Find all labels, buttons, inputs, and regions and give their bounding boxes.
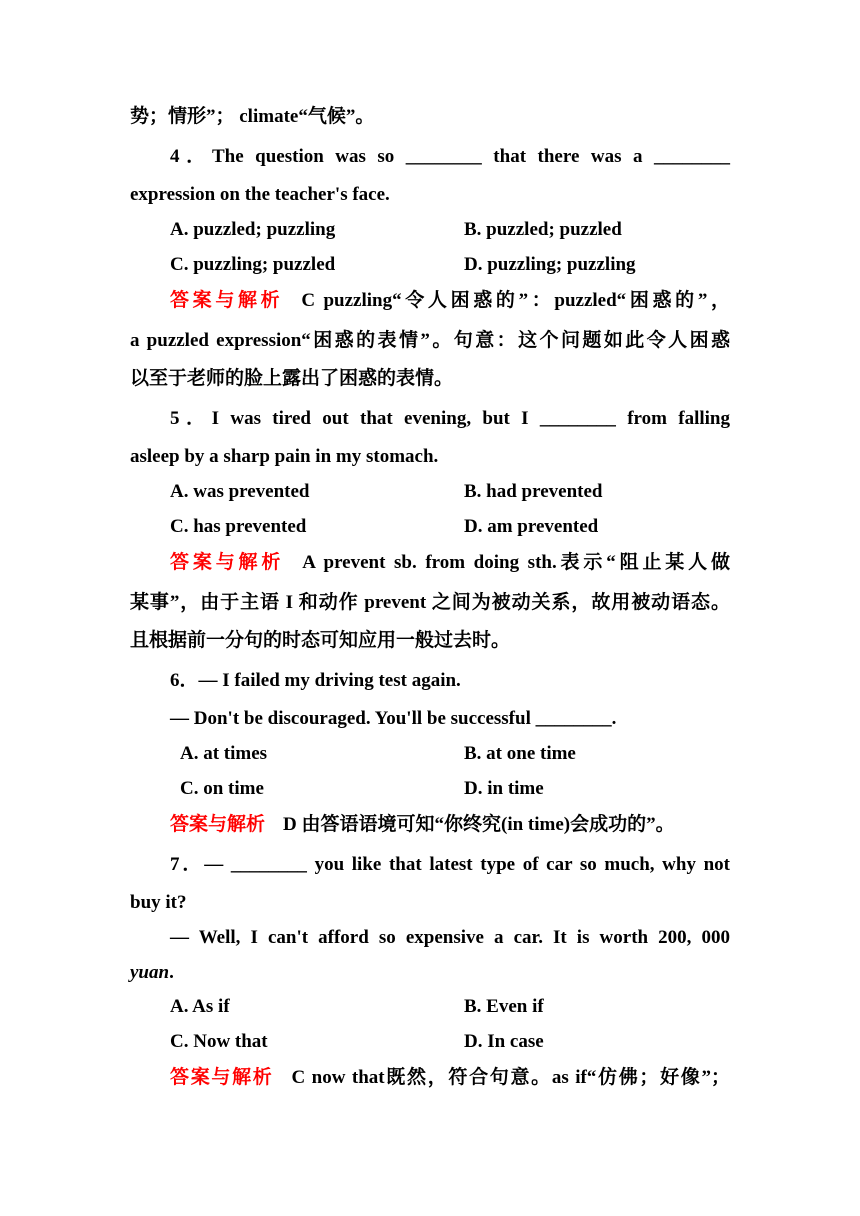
- q4-option-a: A. puzzled; puzzling: [170, 219, 336, 240]
- q4-answer-line3: 以至于老师的脸上露出了困惑的表情。: [130, 368, 454, 389]
- q5-stem-line2: asleep by a sharp pain in my stomach.: [130, 446, 439, 467]
- q5-stem-line1: 5．I was tired out that evening, but I ________ from falling: [170, 408, 730, 429]
- q5-option-a: A. was prevented: [170, 481, 310, 502]
- q6-option-b: B. at one time: [464, 743, 576, 764]
- q4-answer-line1: 答案与解析 C puzzling“令人困惑的”：puzzled“困惑的”，: [170, 290, 730, 311]
- q6-stem-line1: 6．— I failed my driving test again.: [170, 670, 461, 691]
- q5-option-d: D. am prevented: [464, 516, 599, 537]
- q4-option-b: B. puzzled; puzzled: [464, 219, 622, 240]
- q4-option-c: C. puzzling; puzzled: [170, 254, 336, 275]
- answer-label: 答案与解析: [170, 814, 266, 835]
- q5-option-c: C. has prevented: [170, 516, 307, 537]
- continuation-line: 势；情形”； climate“气候”。: [130, 106, 375, 127]
- q7-stem-line4: yuan.: [130, 962, 174, 983]
- q6-option-d: D. in time: [464, 778, 544, 799]
- q4-answer-line2: a puzzled expression“困惑的表情”。句意：这个问题如此令人困惑: [130, 330, 730, 351]
- q5-answer-line1: 答案与解析 A prevent sb. from doing sth.表示“阻止某人做: [170, 552, 730, 573]
- q7-option-c: C. Now that: [170, 1031, 268, 1052]
- q4-stem-line1: 4．The question was so ________ that there was a ________: [170, 146, 730, 167]
- q6-option-a: A. at times: [180, 743, 268, 764]
- q6-stem-line2: — Don't be discouraged. You'll be successful ________.: [170, 708, 617, 729]
- q7-stem-line2: buy it?: [130, 892, 187, 913]
- q7-answer-line1: 答案与解析 C now that既然，符合句意。as if“仿佛；好像”；: [170, 1067, 730, 1088]
- answer-label: 答案与解析: [170, 1067, 274, 1088]
- q7-stem-line1: 7．— ________ you like that latest type of car so much, why not: [170, 854, 730, 875]
- answer-label: 答案与解析: [170, 290, 284, 311]
- q5-answer-line2: 某事”，由于主语 I 和动作 prevent 之间为被动关系，故用被动语态。: [130, 592, 730, 613]
- q4-stem-line2: expression on the teacher's face.: [130, 184, 390, 205]
- q5-option-b: B. had prevented: [464, 481, 603, 502]
- q7-option-b: B. Even if: [464, 996, 544, 1017]
- q5-answer-line3: 且根据前一分句的时态可知应用一般过去时。: [130, 630, 511, 651]
- q6-option-c: C. on time: [180, 778, 264, 799]
- q6-answer-line1: 答案与解析 D 由答语语境可知“你终究(in time)会成功的”。: [170, 814, 675, 835]
- q7-option-d: D. In case: [464, 1031, 544, 1052]
- q4-option-d: D. puzzling; puzzling: [464, 254, 636, 275]
- answer-label: 答案与解析: [170, 552, 285, 573]
- q7-option-a: A. As if: [170, 996, 230, 1017]
- q7-stem-line3: — Well, I can't afford so expensive a car. It is worth 200, 000: [170, 927, 730, 948]
